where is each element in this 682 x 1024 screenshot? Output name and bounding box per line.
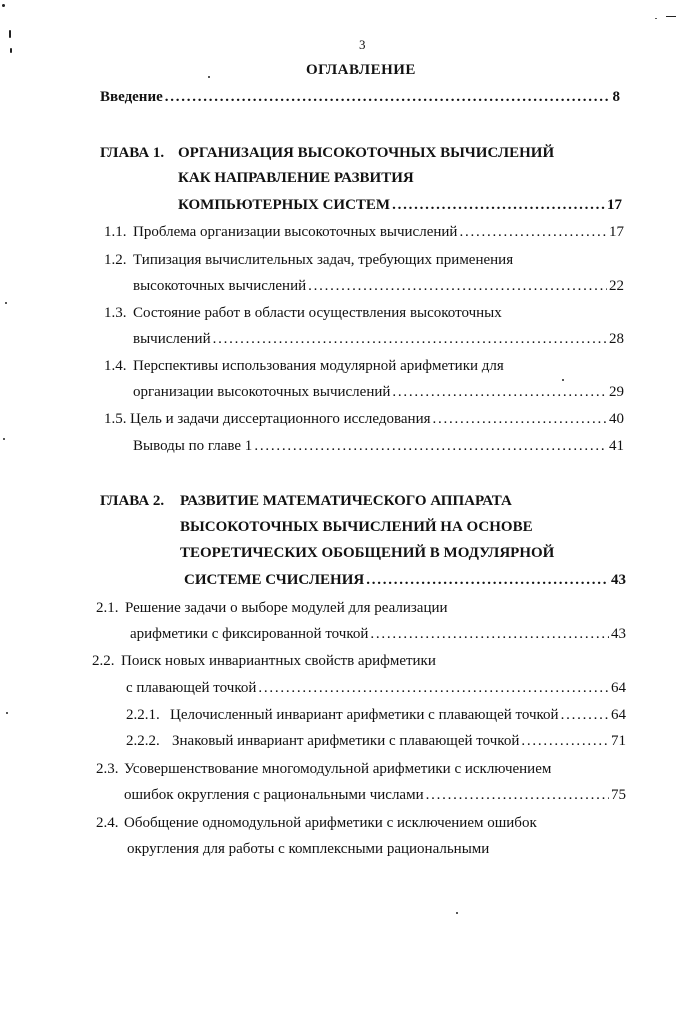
toc-entry-conclusions-1[interactable] [133,438,624,455]
section-number: 2.2.1. [126,707,160,723]
toc-entry-2-3-line[interactable]: Усовершенствование многомодульной арифметики с исключением [124,761,552,777]
toc-entry-1-5[interactable] [130,411,624,428]
toc-entry-2-1[interactable] [130,626,626,643]
dot-leader [459,224,607,241]
chapter-1-title-line[interactable]: ОРГАНИЗАЦИЯ ВЫСОКОТОЧНЫХ ВЫЧИСЛЕНИЙ [178,145,555,161]
scan-speck [2,4,5,7]
chapter-1-title-line: КОМПЬЮТЕРНЫХ СИСТЕМ [178,197,391,213]
scan-speck [208,76,210,78]
toc-entry-label: ошибок округления с рациональными числами [124,787,424,803]
toc-entry-1-3[interactable] [133,331,624,348]
toc-page-number: 71 [611,733,626,749]
scan-speck [10,48,12,53]
toc-page-number: 75 [611,787,626,803]
scan-speck [655,18,657,19]
dot-leader [258,680,609,697]
toc-entry-label: Цель и задачи диссертационного исследования [130,411,431,427]
dot-leader [521,733,609,750]
toc-page-number: 40 [609,411,624,427]
toc-entry-label: с плавающей точкой [126,680,257,696]
chapter-2-title-line[interactable]: ВЫСОКОТОЧНЫХ ВЫЧИСЛЕНИЙ НА ОСНОВЕ [180,519,533,535]
toc-page-number: 17 [607,197,622,213]
toc-page-number: 17 [609,224,624,240]
chapter-1-title-line[interactable]: КАК НАПРАВЛЕНИЕ РАЗВИТИЯ [178,170,414,186]
toc-entry-label: Введение [100,89,163,105]
toc-entry-2-2-1[interactable] [170,707,626,724]
toc-entry-1-3-line[interactable]: Состояние работ в области осуществления высокоточных [133,305,502,321]
toc-entry-label: вычислений [133,331,211,347]
section-number: 2.1. [96,600,119,616]
toc-entry-1-2-line[interactable]: Типизация вычислительных задач, требующих применения [133,252,514,268]
section-number: 1.3. [104,305,127,321]
toc-entry-intro[interactable] [100,89,620,106]
toc-entry-2-2-2[interactable] [172,733,626,750]
section-number: 1.2. [104,252,127,268]
section-number: 2.4. [96,815,119,831]
toc-entry-1-1[interactable] [133,224,624,241]
dot-leader [213,331,607,348]
toc-entry-label: высокоточных вычислений [133,278,307,294]
dot-leader [165,89,611,106]
dot-leader [426,787,609,804]
dot-leader [433,411,607,428]
scan-speck [9,30,11,38]
toc-entry-2-2-line[interactable]: Поиск новых инвариантных свойств арифметики [121,653,436,669]
section-number: 1.1. [104,224,127,240]
toc-entry-1-4-line[interactable]: Перспективы использования модулярной арифметики для [133,358,504,374]
toc-page-number: 43 [611,626,626,642]
scan-speck [5,302,7,304]
toc-page-number: 41 [609,438,624,454]
toc-page-number: 8 [612,89,620,105]
toc-page-number: 28 [609,331,624,347]
toc-entry-label: Целочисленный инвариант арифметики с плавающей точкой [170,707,559,723]
toc-entry-2-3[interactable] [124,787,626,804]
toc-entry-chapter-1[interactable] [178,197,622,214]
dot-leader [392,197,605,214]
toc-page-number: 29 [609,384,624,400]
toc-entry-chapter-2[interactable] [184,572,626,589]
scan-speck [6,712,8,714]
toc-entry-label: Проблема организации высокоточных вычислений [133,224,458,240]
toc-entry-label: арифметики с фиксированной точкой [130,626,369,642]
scan-speck [562,379,564,381]
toc-entry-1-2[interactable] [133,278,624,295]
toc-page-number: 43 [611,572,626,588]
toc-page-number: 22 [609,278,624,294]
section-number: 1.5. [104,411,127,427]
toc-page-number: 64 [611,707,626,723]
chapter-2-title-line[interactable]: ТЕОРЕТИЧЕСКИХ ОБОБЩЕНИЙ В МОДУЛЯРНОЙ [180,545,555,561]
toc-entry-2-1-line[interactable]: Решение задачи о выборе модулей для реализации [125,600,448,616]
toc-entry-2-4-line[interactable]: Обобщение одномодульной арифметики с исключением ошибок [124,815,537,831]
section-number: 1.4. [104,358,127,374]
dot-leader [561,707,609,724]
chapter-2-title-line[interactable]: РАЗВИТИЕ МАТЕМАТИЧЕСКОГО АППАРАТА [180,493,512,509]
section-number: 2.2. [92,653,115,669]
toc-entry-1-4[interactable] [133,384,624,401]
dot-leader [308,278,607,295]
toc-entry-2-4-line[interactable]: округления для работы с комплексными рациональными [127,841,490,857]
toc-entry-label: Выводы по главе 1 [133,438,253,454]
scan-speck [3,438,5,440]
chapter-2-prefix: ГЛАВА 2. [100,493,165,509]
scan-speck [666,16,676,17]
toc-entry-2-2[interactable] [126,680,626,697]
toc-page-number: 64 [611,680,626,696]
dot-leader [366,572,609,589]
section-number: 2.3. [96,761,119,777]
dot-leader [254,438,607,455]
page-number: 3 [359,37,366,52]
toc-entry-label: Знаковый инвариант арифметики с плавающей точкой [172,733,520,749]
toc-entry-label: организации высокоточных вычислений [133,384,391,400]
section-number: 2.2.2. [126,733,160,749]
chapter-1-prefix: ГЛАВА 1. [100,145,165,161]
page-title: ОГЛАВЛЕНИЕ [306,62,416,78]
dot-leader [370,626,609,643]
dot-leader [392,384,607,401]
scan-speck [456,912,458,914]
chapter-2-title-line: СИСТЕМЕ СЧИСЛЕНИЯ [184,572,365,588]
